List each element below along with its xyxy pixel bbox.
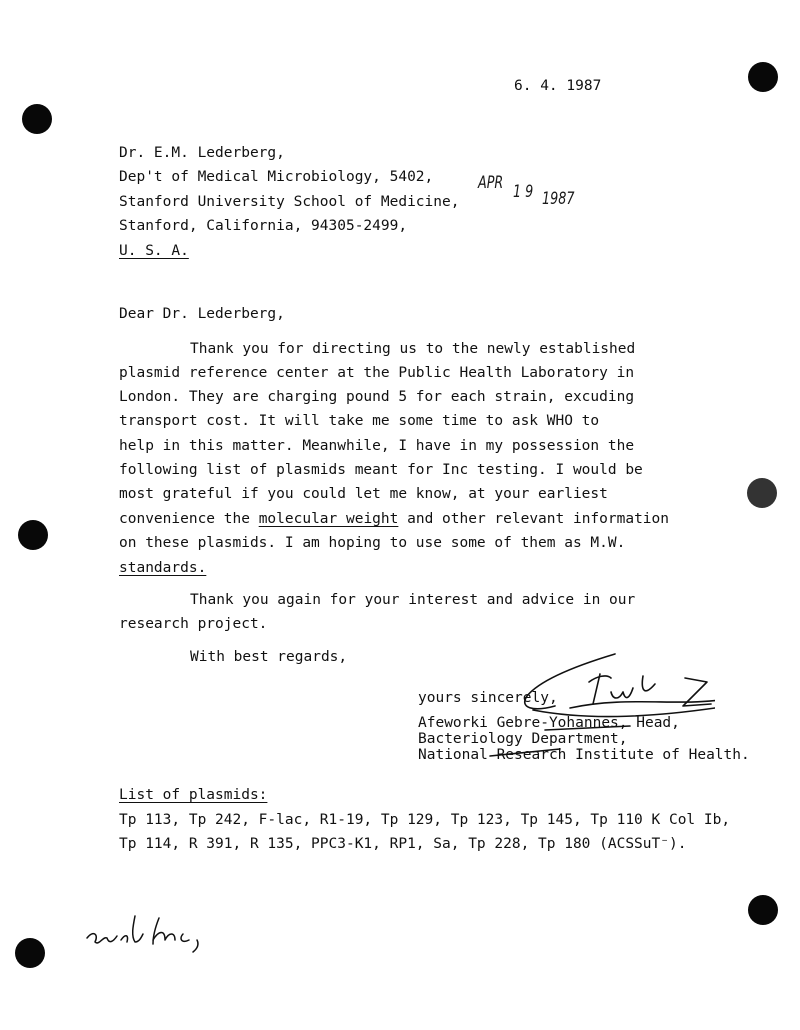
paragraph-line: plasmid reference center at the Public Health Laboratory in — [119, 365, 635, 381]
punch-hole-middle-right — [747, 478, 777, 508]
paragraph-line: on these plasmids. I am hoping to use some of them as M.W. — [119, 535, 626, 551]
punch-hole-bottom-right — [748, 895, 778, 925]
recipient-dept: Dep't of Medical Microbiology, 5402, — [119, 169, 434, 185]
recipient-name: Dr. E.M. Lederberg, — [119, 145, 285, 161]
punch-hole-middle-left — [18, 520, 48, 550]
paragraph-line: Thank you for directing us to the newly established — [190, 341, 636, 357]
paragraph-line: following list of plasmids meant for Inc testing. I would be — [119, 462, 643, 478]
molecular-weight-underlined: molecular weight — [258, 511, 399, 527]
salutation: Dear Dr. Lederberg, — [119, 306, 285, 322]
letter-date: 6. 4. 1987 — [514, 78, 602, 94]
stamp-month: APR — [478, 173, 504, 193]
signer-name: Afeworki Gebre-Yohannes, Head, — [418, 715, 680, 731]
paragraph-line: most grateful if you could let me know, at your earliest — [119, 486, 608, 502]
paragraph-line: help in this matter. Meanwhile, I have in my possession the — [119, 438, 635, 454]
signer-dept: Bacteriology Department, — [418, 731, 628, 747]
line-text: convenience the — [119, 511, 259, 527]
punch-hole-bottom-left — [15, 938, 45, 968]
paragraph-line: transport cost. It will take me some time to ask WHO to — [119, 413, 600, 429]
plasmid-list-line: Tp 114, R 391, R 135, PPC3-K1, RP1, Sa, Tp 228, Tp 180 (ACSSuT⁻). — [119, 836, 687, 852]
paragraph-line: Thank you again for your interest and advice in our — [190, 592, 636, 608]
plasmid-list-line: Tp 113, Tp 242, F-lac, R1-19, Tp 129, Tp 123, Tp 145, Tp 110 K Col Ib, — [119, 812, 731, 828]
paragraph-line — [119, 511, 669, 527]
recipient-country: U. S. A. — [119, 243, 189, 259]
punch-hole-top-left — [22, 104, 52, 134]
paragraph-line: research project. — [119, 616, 268, 632]
stamp-day: 1 9 — [513, 182, 534, 202]
punch-hole-top-right — [748, 62, 778, 92]
paragraph-line: London. They are charging pound 5 for each strain, excuding — [119, 389, 635, 405]
handwritten-signature — [415, 648, 715, 758]
plasmid-list-heading: List of plasmids: — [119, 787, 268, 803]
line-text: and other relevant information — [398, 511, 669, 527]
recipient-city: Stanford, California, 94305-2499, — [119, 218, 408, 234]
closing: yours sincerely, — [418, 690, 558, 706]
regards: With best regards, — [190, 649, 348, 665]
stamp-year: 1987 — [542, 189, 575, 209]
handwritten-annotation — [85, 912, 215, 962]
paragraph-line: standards. — [119, 560, 207, 576]
recipient-school: Stanford University School of Medicine, — [119, 194, 460, 210]
signer-institute: National Research Institute of Health. — [418, 747, 750, 763]
